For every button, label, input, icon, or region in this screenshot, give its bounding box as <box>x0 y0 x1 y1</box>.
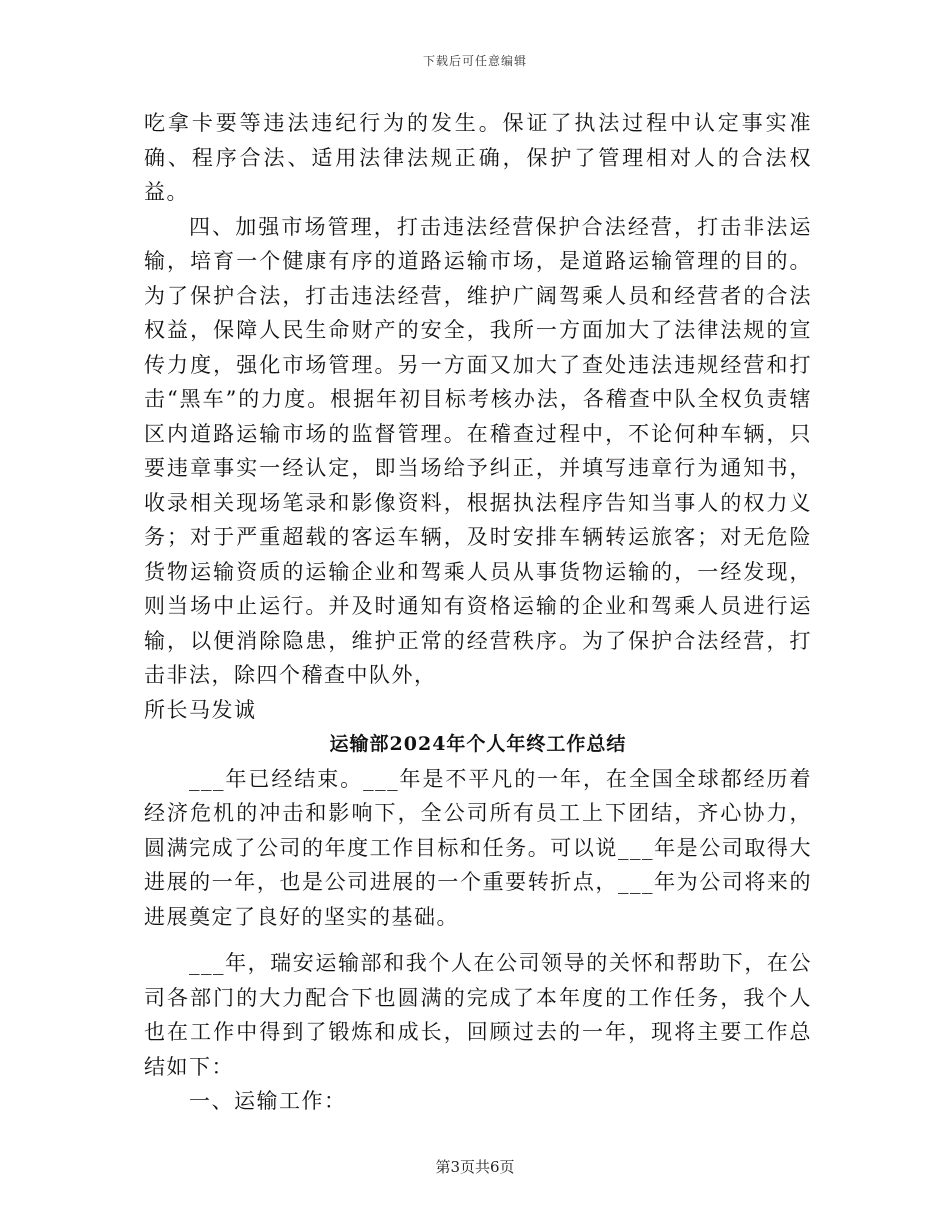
paragraph-4: ___年已经结束。___年是不平凡的一年，在全国全球都经历着经济危机的冲击和影响下，全公司所有员工上下团结，齐心协力，圆满完成了公司的年度工作目标和任务。可以说___年是公司取得大进展的一年，也是公司进展的一个重要转折点，___年为公司将来的进展奠定了良好的坚实的基础。 <box>144 766 812 929</box>
document-body <box>144 106 812 1119</box>
paragraph-6: 一、运输工作： <box>189 1089 347 1113</box>
paragraph-1: 吃拿卡要等违法违纪行为的发生。保证了执法过程中认定事实准确、程序合法、适用法律法规正确，保护了管理相对人的合法权益。 <box>144 111 812 204</box>
signature-line: 所长马发诚 <box>144 697 257 722</box>
section-title: 运输部2024年个人年终工作总结 <box>329 733 627 755</box>
paragraph-2: 四、加强市场管理，打击违法经营保护合法经营，打击非法运输，培育一个健康有序的道路运输市场，是道路运输管理的目的。为了保护合法，打击违法经营，维护广阔驾乘人员和经营者的合法权益，保障人民生命财产的安全，我所一方面加大了法律法规的宣传力度，强化市场管理。另一方面又加大了查处违法违规经营和打击“黑车”的力度。根据年初目标考核办法，各稽查中队全权负责辖区内道路运输市场的监督管理。在稽查过程中，不论何种车辆，只要违章事实一经认定，即当场给予纠正，并填写违章行为通知书，收录相关现场笔录和影像资料，根据执法程序告知当事人的权力义务；对于严重超载的客运车辆，及时安排车辆转运旅客；对无危险货物运输资质的运输企业和驾乘人员从事货物运输的，一经发现，则当场中止运行。并及时通知有资格运输的企业和驾乘人员进行运输，以便消除隐患，维护正常的经营秩序。为了保护合法经营，打击非法，除四个稽查中队外， <box>144 214 812 687</box>
page-number: 第3页共6页 <box>435 1158 515 1176</box>
paragraph-5: ___年，瑞安运输部和我个人在公司领导的关怀和帮助下，在公司各部门的大力配合下也圆满的完成了本年度的工作任务，我个人也在工作中得到了锻炼和成长，回顾过去的一年，现将主要工作总结如下： <box>144 951 812 1079</box>
page-header-note: 下载后可任意编辑 <box>422 54 527 68</box>
paragraph-gap <box>144 934 812 946</box>
